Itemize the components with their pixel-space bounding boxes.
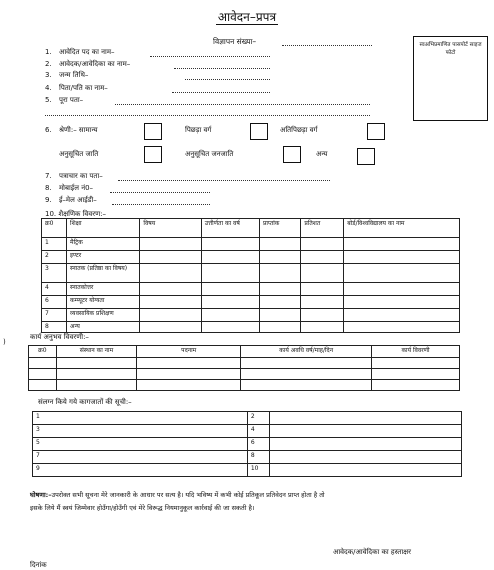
contact-label: पत्राचार का पता– — [59, 172, 103, 180]
education-row-num: 6 — [42, 296, 67, 309]
documents-right-num: 2 — [247, 412, 269, 425]
education-header-cell: प्राप्तांक — [260, 219, 301, 238]
education-input-cell[interactable] — [344, 264, 460, 283]
documents-row — [33, 451, 462, 464]
education-input-cell[interactable] — [344, 238, 460, 251]
declaration-text-2: इसके लिये मैं स्वयं जिम्मेवार होउँगा/होउँगी एवं मेरे विरूद्ध नियमानुकूल कार्रवाई की जा सकती है। — [30, 504, 255, 512]
education-row — [42, 322, 460, 333]
education-input-cell[interactable] — [344, 251, 460, 264]
education-header-cell: उत्तीर्णता का वर्ष — [201, 219, 259, 238]
education-input-cell[interactable] — [260, 264, 301, 283]
category-ebc-label: अतिपिछड़ा वर्ग — [280, 126, 318, 134]
field-num: 4. — [45, 84, 52, 92]
field-input[interactable] — [150, 49, 270, 57]
contact-num: 8. — [45, 184, 52, 192]
experience-row — [29, 380, 460, 391]
documents-left-cell[interactable]: 5 — [33, 438, 248, 451]
education-section-title: 10. शैक्षणिक विवरण:– — [45, 210, 106, 218]
education-input-cell[interactable] — [301, 283, 344, 296]
documents-right-num: 10 — [247, 464, 269, 477]
advertisement-number-label: विज्ञापन संख्या– — [213, 37, 257, 46]
declaration-text-1: उपरोक्त सभी सूचना मेरे जानकारी के आधार पर सत्य है। यदि भविष्य में कभी कोई प्रतिकूल प्रतिवेदन प्राप्त होता है तो — [51, 491, 325, 499]
photo-box[interactable] — [413, 36, 488, 121]
education-input-cell[interactable] — [301, 251, 344, 264]
education-header-cell: बोर्ड/विश्वविद्यालय का नाम — [344, 219, 460, 238]
category-st-label: अनुसूचित जनजाति — [185, 150, 234, 158]
category-st-checkbox[interactable] — [283, 146, 301, 163]
field-label: जन्म तिथि– — [59, 71, 89, 79]
education-row — [42, 296, 460, 309]
experience-input-cell[interactable] — [29, 369, 57, 380]
documents-table — [32, 411, 462, 477]
documents-left-cell[interactable]: 3 — [33, 425, 248, 438]
declaration-line-1 — [30, 490, 325, 499]
experience-input-cell[interactable] — [372, 380, 460, 391]
education-input-cell[interactable] — [201, 283, 259, 296]
category-num: 6. — [45, 126, 52, 134]
education-row-name: अन्य — [67, 322, 140, 333]
documents-right-cell[interactable] — [269, 464, 461, 477]
experience-header-cell: संस्थान का नाम — [56, 346, 137, 358]
education-input-cell[interactable] — [201, 251, 259, 264]
education-input-cell[interactable] — [201, 296, 259, 309]
education-row-name: स्नातकोत्तर — [67, 283, 140, 296]
education-input-cell[interactable] — [260, 283, 301, 296]
signature-label: आवेदक/आवेदिका का हस्ताक्षर — [333, 548, 412, 556]
documents-right-cell[interactable] — [269, 451, 461, 464]
documents-section-title: संलग्न किये गये कागजातों की सूची:– — [38, 398, 132, 406]
category-sc-label: अनुसूचित जाति — [59, 150, 99, 158]
date-label: दिनांक — [30, 561, 47, 569]
education-input-cell[interactable] — [344, 283, 460, 296]
education-input-cell[interactable] — [344, 309, 460, 322]
documents-left-cell[interactable]: 1 — [33, 412, 248, 425]
education-row-num: 3 — [42, 264, 67, 283]
field-label: पिता/पति का नाम– — [59, 84, 108, 92]
experience-input-cell[interactable] — [137, 369, 241, 380]
field-input[interactable] — [174, 61, 270, 69]
experience-header-cell: पदनाम — [137, 346, 241, 358]
side-mark: ) — [3, 338, 6, 346]
education-input-cell[interactable] — [140, 309, 201, 322]
category-general-label: श्रेणी:– सामान्य — [59, 126, 98, 134]
experience-input-cell[interactable] — [372, 369, 460, 380]
documents-row — [33, 425, 462, 438]
experience-header-cell: कार्य विवरणी — [372, 346, 460, 358]
photo-box-label: स्वअभिप्रमाणित पासपोर्ट साइज फोटो — [419, 42, 482, 56]
education-input-cell[interactable] — [140, 322, 201, 333]
education-row-name: व्यवसायिक प्रशिक्षण — [67, 309, 140, 322]
education-input-cell[interactable] — [140, 238, 201, 251]
field-num: 5. — [45, 96, 52, 104]
education-header-cell: क्र0 — [42, 219, 67, 238]
experience-input-cell[interactable] — [241, 369, 372, 380]
education-input-cell[interactable] — [301, 238, 344, 251]
education-input-cell[interactable] — [260, 251, 301, 264]
education-header-cell: शिक्षा — [67, 219, 140, 238]
education-input-cell[interactable] — [140, 283, 201, 296]
contact-input[interactable] — [112, 197, 210, 205]
field-input[interactable] — [172, 85, 270, 93]
field-num: 2. — [45, 60, 52, 68]
contact-num: 9. — [45, 196, 52, 204]
education-row — [42, 264, 460, 283]
category-ebc-checkbox[interactable] — [367, 123, 385, 140]
education-input-cell[interactable] — [260, 309, 301, 322]
education-input-cell[interactable] — [301, 322, 344, 333]
education-input-cell[interactable] — [201, 309, 259, 322]
field-label: पूरा पता– — [59, 96, 84, 104]
experience-input-cell[interactable] — [56, 369, 137, 380]
contact-input[interactable] — [110, 185, 210, 193]
education-input-cell[interactable] — [301, 264, 344, 283]
documents-row — [33, 438, 462, 451]
documents-left-cell[interactable]: 7 — [33, 451, 248, 464]
contact-num: 7. — [45, 172, 52, 180]
education-row-num: 7 — [42, 309, 67, 322]
education-header-cell: प्रतिशत — [301, 219, 344, 238]
documents-right-num: 8 — [247, 451, 269, 464]
education-row-name: मैट्रिक — [67, 238, 140, 251]
education-row — [42, 283, 460, 296]
contact-label: मोबाईल नं0– — [59, 184, 94, 192]
education-input-cell[interactable] — [260, 296, 301, 309]
experience-input-cell[interactable] — [56, 358, 137, 369]
education-row-name: स्नातक (प्रतिष्ठा का विषय) — [67, 264, 140, 283]
experience-section-title: कार्य अनुभव विवरणी:– — [30, 333, 89, 341]
field-num: 3. — [45, 71, 52, 79]
education-header-cell: विषय — [140, 219, 201, 238]
category-sc-checkbox[interactable] — [144, 146, 162, 163]
documents-right-cell[interactable] — [269, 412, 461, 425]
education-row-name: कम्प्यूटर योग्यता — [67, 296, 140, 309]
documents-right-num: 6 — [247, 438, 269, 451]
education-row-num: 2 — [42, 251, 67, 264]
experience-row — [29, 369, 460, 380]
documents-row — [33, 464, 462, 477]
education-input-cell[interactable] — [140, 251, 201, 264]
experience-input-cell[interactable] — [137, 380, 241, 391]
experience-input-cell[interactable] — [372, 358, 460, 369]
documents-row — [33, 412, 462, 425]
education-input-cell[interactable] — [201, 264, 259, 283]
experience-input-cell[interactable] — [29, 380, 57, 391]
education-input-cell[interactable] — [344, 322, 460, 333]
experience-input-cell[interactable] — [241, 380, 372, 391]
education-row — [42, 238, 460, 251]
category-obc-checkbox[interactable] — [250, 123, 268, 140]
category-other-label: अन्य — [316, 150, 328, 158]
experience-input-cell[interactable] — [56, 380, 137, 391]
education-input-cell[interactable] — [140, 264, 201, 283]
education-input-cell[interactable] — [201, 322, 259, 333]
category-obc-label: पिछड़ा वर्ग — [185, 126, 212, 134]
experience-input-cell[interactable] — [137, 358, 241, 369]
education-row-num: 8 — [42, 322, 67, 333]
education-input-cell[interactable] — [140, 296, 201, 309]
education-row-name: इण्टर — [67, 251, 140, 264]
field-input[interactable] — [185, 72, 270, 80]
page-title: आवेदन–प्रपत्र — [217, 10, 277, 24]
education-row — [42, 251, 460, 264]
education-input-cell[interactable] — [344, 296, 460, 309]
experience-header-cell: कार्य अवधि वर्ष/माह/दिन — [241, 346, 372, 358]
field-input[interactable] — [115, 97, 370, 105]
education-row-num: 4 — [42, 283, 67, 296]
documents-right-cell[interactable] — [269, 438, 461, 451]
education-input-cell[interactable] — [301, 296, 344, 309]
education-header-row — [42, 219, 460, 238]
category-other-checkbox[interactable] — [357, 148, 375, 165]
education-row — [42, 309, 460, 322]
contact-input[interactable] — [118, 173, 330, 181]
advertisement-number-field[interactable] — [282, 38, 372, 46]
education-row-num: 1 — [42, 238, 67, 251]
experience-header-row — [29, 346, 460, 358]
declaration-label: घोषणा:– — [30, 491, 52, 499]
education-input-cell[interactable] — [260, 238, 301, 251]
education-input-cell[interactable] — [260, 322, 301, 333]
documents-right-num: 4 — [247, 425, 269, 438]
education-table — [41, 218, 460, 333]
category-general-checkbox[interactable] — [144, 123, 162, 140]
experience-input-cell[interactable] — [29, 358, 57, 369]
experience-table — [28, 345, 460, 391]
documents-right-cell[interactable] — [269, 425, 461, 438]
experience-row — [29, 358, 460, 369]
documents-left-cell[interactable]: 9 — [33, 464, 248, 477]
field-label: आवेदित पद का नाम– — [59, 48, 115, 56]
field-num: 1. — [45, 48, 52, 56]
field-label: आवेदक/आवेदिका का नाम– — [59, 60, 131, 68]
education-input-cell[interactable] — [301, 309, 344, 322]
contact-label: ई–मेल आईडी– — [59, 196, 97, 204]
address-continuation-input[interactable] — [45, 108, 370, 116]
education-input-cell[interactable] — [201, 238, 259, 251]
experience-header-cell: क्र0 — [29, 346, 57, 358]
experience-input-cell[interactable] — [241, 358, 372, 369]
